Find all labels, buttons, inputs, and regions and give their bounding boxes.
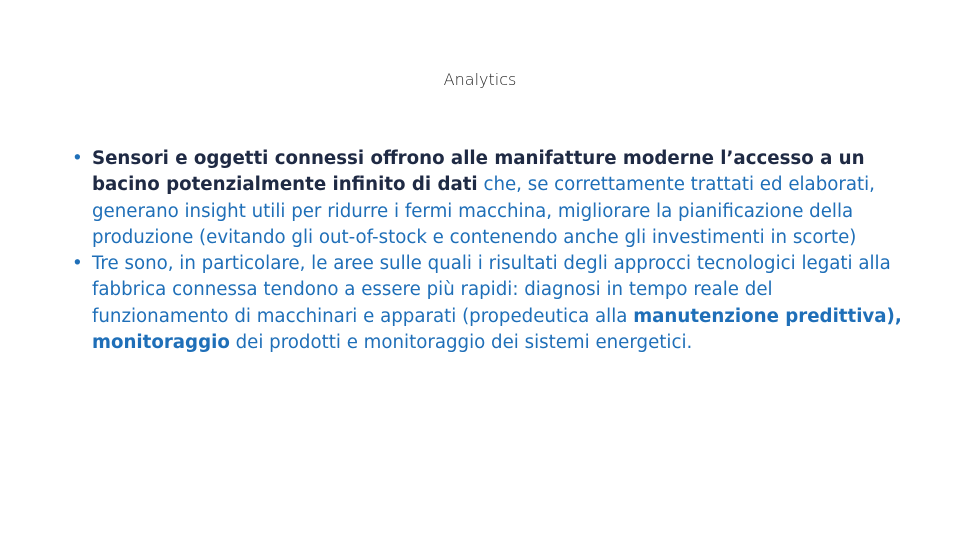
- slide-title: Analytics: [443, 70, 517, 89]
- bullet-icon: •: [72, 253, 83, 275]
- bullet-1-emphasis: Sensori e oggetti connessi offrono alle manifatture moderne l’accesso a un bacino potenzialmente infinito di dati: [92, 148, 865, 196]
- bullet-icon: •: [72, 148, 83, 169]
- bullet-2-emphasis: manutenzione predittiva), monitoraggio: [92, 305, 902, 354]
- bullet-1-text: che, se correttamente trattati ed elaborati, generano insight utili per ridurre i fermi macchina, migliorare la pianificazione della produzione (evitando gli out-of-stock e contenendo anche gli investimenti in scorte): [92, 174, 875, 248]
- bullet-2-text-end: dei prodotti e monitoraggio dei sistemi energetici.: [229, 332, 693, 354]
- bullet-item-1: [72, 146, 902, 251]
- bullet-item-2: [72, 251, 902, 356]
- slide-content: [72, 146, 902, 356]
- bullet-2-text: Tre sono, in particolare, le aree sulle quali i risultati degli approcci tecnologici legati alla fabbrica connessa tendono a essere più rapidi: diagnosi in tempo reale del funzionamento di macchinari e apparati (propedeutica alla: [92, 253, 891, 327]
